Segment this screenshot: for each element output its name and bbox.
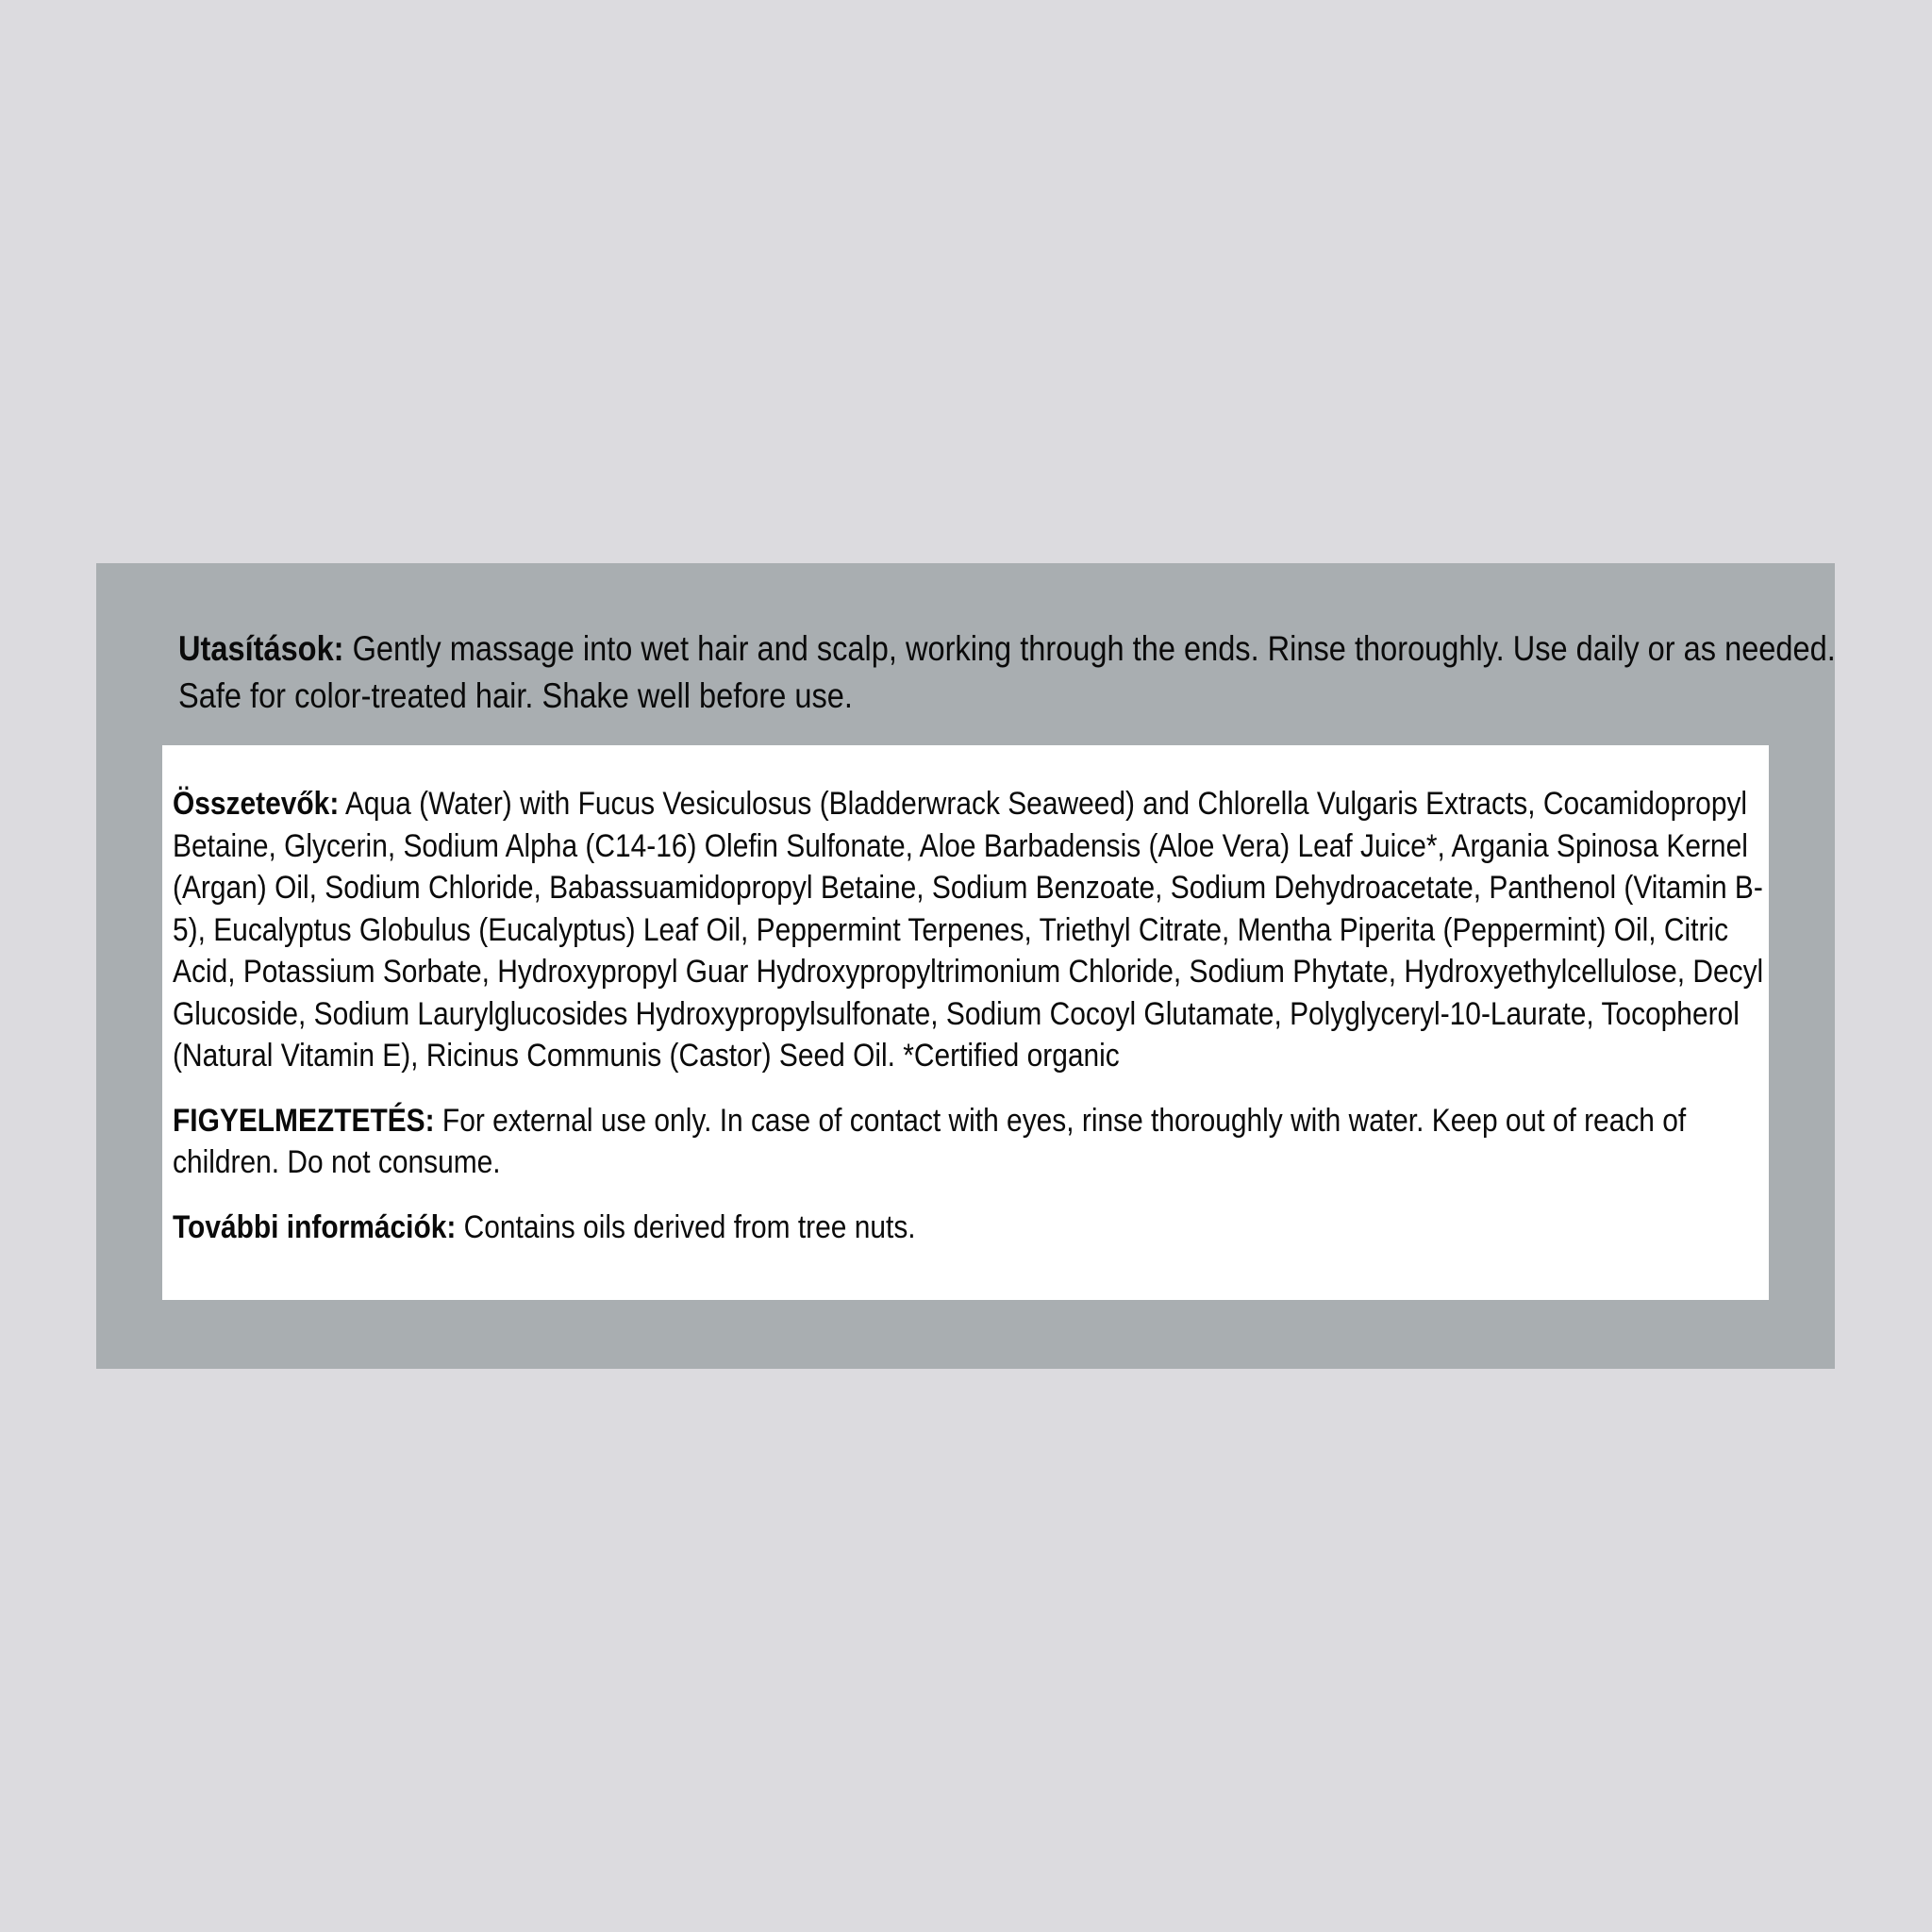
ingredients-paragraph <box>173 783 1779 1077</box>
warning-text: For external use only. In case of contact with eyes, rinse thoroughly with water. Keep out of reach of children. Do not consume. <box>173 1102 1687 1180</box>
directions-paragraph <box>178 625 1863 720</box>
info-box-content <box>173 783 1779 1271</box>
additional-info-paragraph <box>173 1207 1779 1249</box>
directions-heading: Utasítások: <box>178 629 344 668</box>
additional-info-heading: További információk: <box>173 1208 457 1245</box>
warning-heading: FIGYELMEZTETÉS: <box>173 1102 435 1139</box>
warning-paragraph <box>173 1100 1779 1184</box>
product-label-panel <box>96 563 1835 1369</box>
ingredients-heading: Összetevők: <box>173 786 340 822</box>
info-box <box>162 745 1769 1300</box>
ingredients-text: Aqua (Water) with Fucus Vesiculosus (Bladderwrack Seaweed) and Chlorella Vulgaris Extracts, Cocamidopropyl Betaine, Glycerin, Sodium Alpha (C14-16) Olefin Sulfonate, Aloe Barbadensis (Aloe Vera) Leaf Juice*, Argania Spinosa Kernel (Argan) Oil, Sodium Chloride, Babassuamidopropyl Betaine, Sodium Benzoate, Sodium Dehydroacetate, Panthenol (Vitamin B-5), Eucalyptus Globulus (Eucalyptus) Leaf Oil, Peppermint Terpenes, Triethyl Citrate, Mentha Piperita (Peppermint) Oil, Citric Acid, Potassium Sorbate, Hydroxypropyl Guar Hydroxypropyltrimonium Chloride, Sodium Phytate, Hydroxyethylcellulose, Decyl Glucoside, Sodium Laurylglucosides Hydroxypropylsulfonate, Sodium Cocoyl Glutamate, Polyglyceryl-10-Laurate, Tocopherol (Natural Vitamin E), Ricinus Communis (Castor) Seed Oil. *Certified organic <box>173 786 1764 1074</box>
additional-info-text: Contains oils derived from tree nuts. <box>456 1208 916 1245</box>
directions-text: Gently massage into wet hair and scalp, working through the ends. Rinse thoroughly. Use daily or as needed. Safe for color-treated hair. Shake well before use. <box>178 629 1836 715</box>
